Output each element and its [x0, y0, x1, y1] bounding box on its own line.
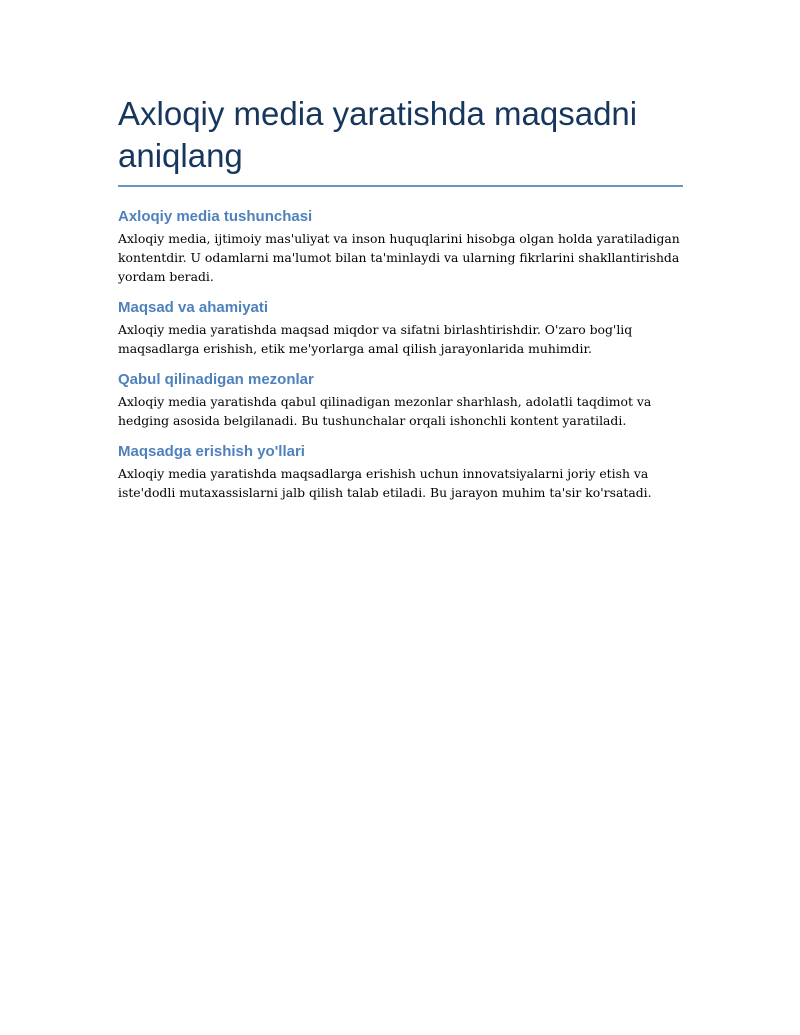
- section-paragraph: Axloqiy media yaratishda maqsadlarga erishish uchun innovatsiyalarni joriy etish va iste'dodli mutaxassislarni jalb qilish talab etiladi. Bu jarayon muhim ta'sir ko'rsatadi.: [118, 466, 652, 500]
- section-heading: Maqsad va ahamiyati: [118, 299, 269, 316]
- section-criteria: [118, 370, 683, 430]
- section-heading: Axloqiy media tushunchasi: [118, 208, 313, 225]
- section-concept: [118, 207, 683, 286]
- document-title: Axloqiy media yaratishda maqsadni aniqlang: [118, 95, 638, 174]
- section-paragraph: Axloqiy media, ijtimoiy mas'uliyat va inson huquqlarini hisobga olgan holda yaratiladigan kontentdir. U odamlarni ma'lumot bilan ta'minlaydi va ularning fikrlarini shakllantirishda yordam beradi.: [118, 231, 680, 284]
- section-heading: Qabul qilinadigan mezonlar: [118, 371, 314, 388]
- section-heading: Maqsadga erishish yo'llari: [118, 443, 305, 460]
- document-content: [118, 93, 683, 514]
- section-ways: [118, 442, 683, 502]
- title-underline-rule: [118, 185, 683, 187]
- section-paragraph: Axloqiy media yaratishda maqsad miqdor va sifatni birlashtirishdir. O'zaro bog'liq maqsadlarga erishish, etik me'yorlarga amal qilish jarayonlarida muhimdir.: [118, 322, 633, 356]
- section-paragraph: Axloqiy media yaratishda qabul qilinadigan mezonlar sharhlash, adolatli taqdimot va hedging asosida belgilanadi. Bu tushunchalar orqali ishonchli kontent yaratiladi.: [118, 394, 652, 428]
- section-purpose: [118, 298, 683, 358]
